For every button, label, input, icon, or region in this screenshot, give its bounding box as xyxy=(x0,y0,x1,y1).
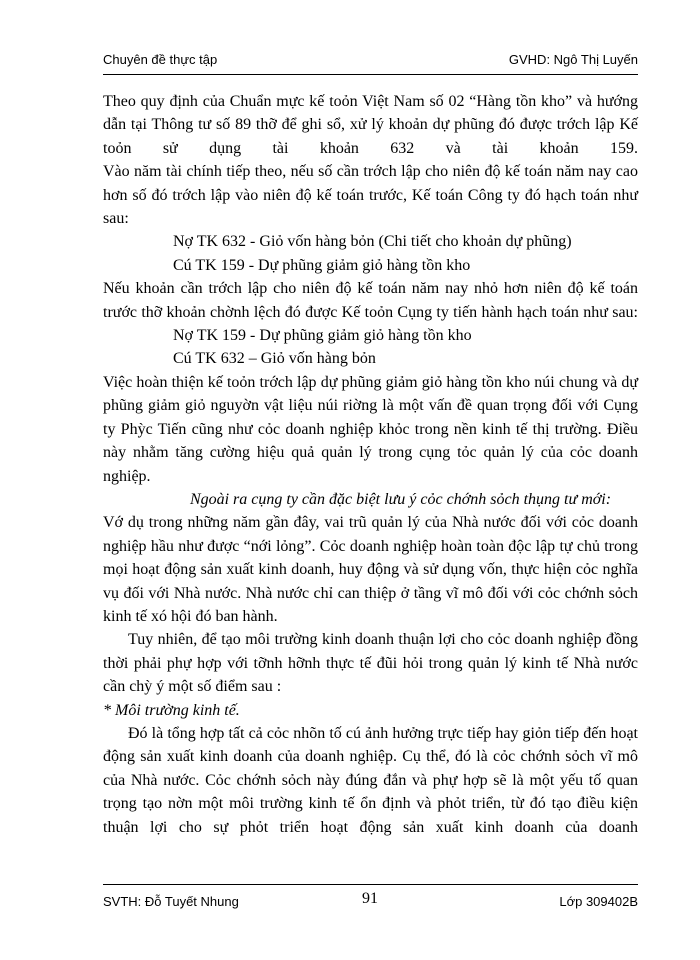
header-divider xyxy=(103,74,638,75)
bullet-heading: * Môi trường kinh tế. xyxy=(103,701,240,719)
header-left-title: Chuyên đề thực tập xyxy=(103,52,218,67)
paragraph-4: Việc hoàn thiện kế toỏn trớch lập dự phũng giảm giỏ hàng tồn kho núi chung và dự phũng giảm giỏ nguyờn vật liệu núi riờng là một vấn đề quan trọng đối với Cụng ty Phỳc Tiến cũng như cỏc doanh nghiệp khỏc trong nền kinh tế thị trường. Điều này nhằm tăng cường hiệu quả quản lý trong cụng tỏc quản lý của cỏc doanh nghiệp. xyxy=(103,373,638,485)
page-header xyxy=(103,52,638,74)
paragraph-5: Vớ dụ trong những năm gần đây, vai trũ quản lý của Nhà nước đối với cỏc doanh nghiệp hầu như được “nới lỏng”. Cỏc doanh nghiệp hoàn toàn độc lập tự chủ trong mọi hoạt động sản xuất kinh doanh, huy động và sử dụng vốn, thực hiện cỏc nghĩa vụ đối với Nhà nước. Nhà nước chỉ can thiệp ở tầng vĩ mô đối với cỏc chớnh sỏch kinh tế xó hội đó ban hành. xyxy=(103,514,638,625)
italic-heading: Ngoài ra cụng ty cần đặc biệt lưu ý cỏc chớnh sỏch thụng tư mới: xyxy=(189,490,612,508)
header-right-supervisor: GVHD: Ngô Thị Luyến xyxy=(508,52,638,67)
paragraph-3: Nếu khoản cần trớch lập cho niên độ kế toán năm nay nhỏ hơn niên độ kế toán trước thỡ khoản chờnh lệch đó được Kế toỏn Cụng ty tiến hành hạch toán như sau: xyxy=(103,280,638,321)
entry-2-credit: Cú TK 632 – Giỏ vốn hàng bỏn xyxy=(173,350,376,368)
paragraph-7: Đó là tổng hợp tất cả cỏc nhõn tố cú ảnh hưởng trực tiếp hay giỏn tiếp đến hoạt động sản xuất kinh doanh của doanh nghiệp. Cụ thể, đó là cỏc chớnh sỏch vĩ mô của Nhà nước. Cỏc chớnh sỏch này đúng đắn và phự hợp sẽ là một yếu tố quan trọng tạo nờn một môi trường kinh tế ổn định và phỏt triển, từ đó tạo điều kiện thuận lợi cho sự phỏt triển hoạt động sản xuất kinh doanh của doanh xyxy=(103,724,638,836)
entry-1-credit: Cú TK 159 - Dự phũng giảm giỏ hàng tồn kho xyxy=(173,256,471,274)
footer-student: SVTH: Đỗ Tuyết Nhung xyxy=(103,894,239,909)
footer-class: Lớp 309402B xyxy=(559,894,638,909)
entry-2-debit: Nợ TK 159 - Dự phũng giảm giỏ hàng tồn kho xyxy=(173,327,472,345)
footer-divider xyxy=(103,884,638,885)
paragraph-1: Theo quy định của Chuẩn mực kế toỏn Việt Nam số 02 “Hàng tồn kho” và hướng dẫn tại Thông tư số 89 thỡ để ghi sổ, xử lý khoản dự phũng đó được trớch lập Kế toỏn sử dụng tài khoản 632 và tài khoản 159. xyxy=(103,93,638,157)
document-body xyxy=(103,90,638,839)
page-footer xyxy=(103,890,638,916)
page-number: 91 xyxy=(362,890,378,907)
entry-1-debit: Nợ TK 632 - Giỏ vốn hàng bỏn (Chi tiết cho khoản dự phũng) xyxy=(173,233,572,251)
paragraph-6: Tuy nhiên, để tạo môi trường kinh doanh thuận lợi cho cỏc doanh nghiệp đồng thời phải phự hợp với tỡnh hỡnh thực tế đũi hỏi trong quản lý kinh tế Nhà nước cần chỳ ý một số điểm sau : xyxy=(103,631,638,696)
paragraph-2: Vào năm tài chính tiếp theo, nếu số cần trớch lập cho niên độ kế toán năm nay cao hơn số đó trớch lập vào niên độ kế toán trước, Kế toán Công ty đó hạch toán như sau: xyxy=(103,163,638,228)
